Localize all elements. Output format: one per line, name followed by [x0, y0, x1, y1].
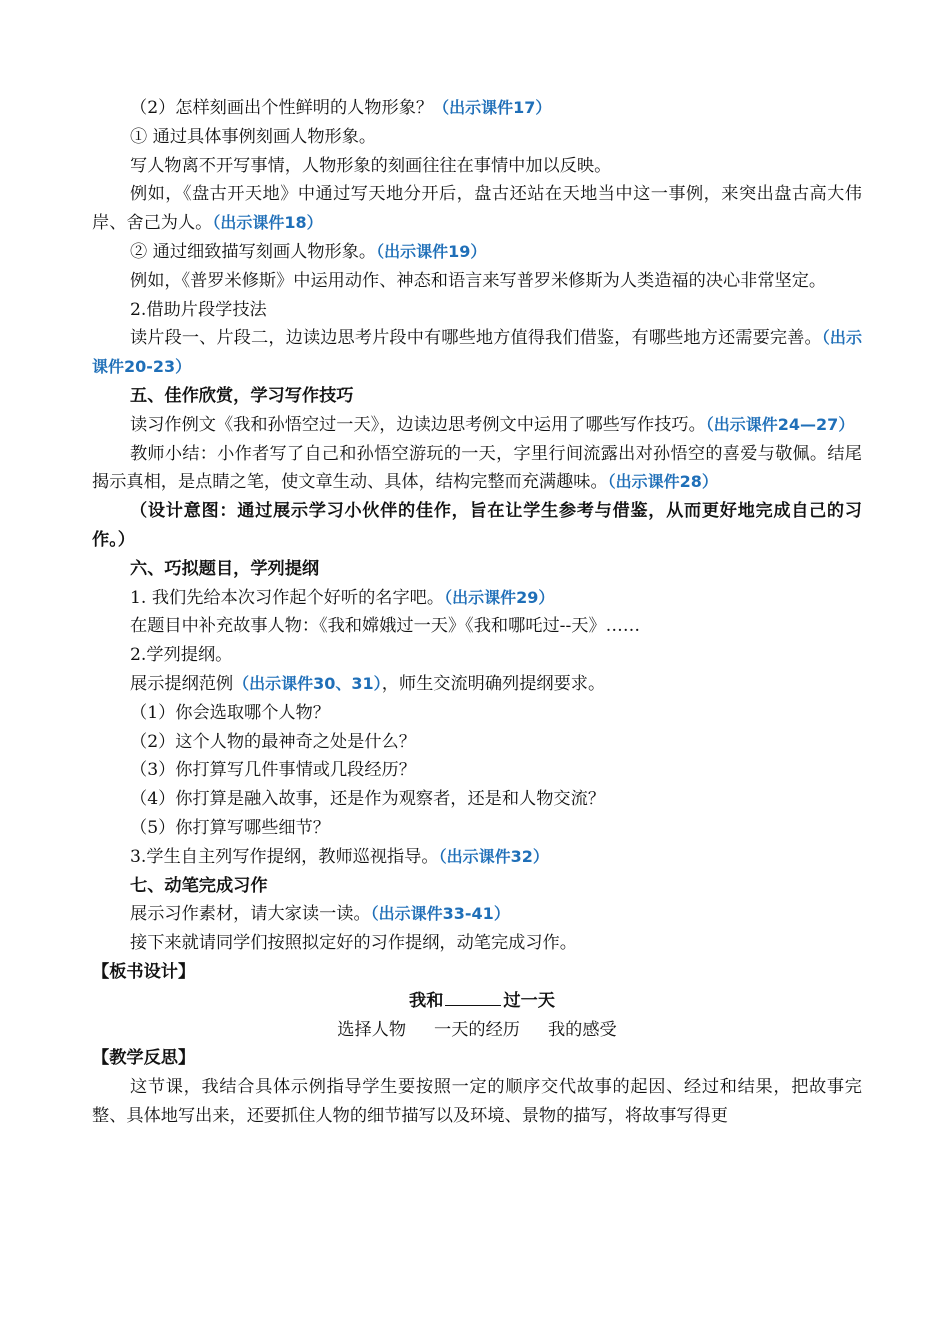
step-1: 1. 我们先给本次习作起个好听的名字吧。（出示课件29） [130, 587, 555, 608]
paragraph: 展示提纲范例（出示课件30、31），师生交流明确列提纲要求。 [130, 673, 606, 694]
board-title: 我和 过一天 [92, 987, 862, 1016]
list-item: （2）这个人物的最神奇之处是什么？ [130, 731, 416, 752]
design-intent: （设计意图：通过展示学习小伙伴的佳作，旨在让学生参考与借鉴，从而更好地完成自己的习作。） [92, 501, 862, 550]
section-heading-7: 七、动笔完成习作 [130, 875, 268, 896]
board-items: 选择人物 一天的经历 我的感受 [337, 1019, 617, 1040]
courseware-ref: （出示课件32） [438, 846, 549, 866]
paragraph: 读习作例文《我和孙悟空过一天》，边读边思考例文中运用了哪些写作技巧。（出示课件24—27） [130, 414, 855, 435]
courseware-ref: （出示课件33-41） [370, 904, 510, 924]
paragraph: 写人物离不开写事情，人物形象的刻画往往在事情中加以反映。 [130, 155, 612, 176]
list-item: （1）你会选取哪个人物？ [130, 702, 330, 723]
courseware-ref: （出示课件19） [376, 241, 487, 261]
question-2: （2）怎样刻画出个性鲜明的人物形象？（出示课件17） [130, 98, 552, 118]
method-1: ① 通过具体事例刻画人物形象。 [130, 126, 377, 147]
paragraph: 在题目中补充故事人物：《我和嫦娥过一天》《我和哪吒过--天》…… [130, 616, 641, 637]
reflection-heading: 【教学反思】 [92, 1048, 196, 1069]
lesson-plan-body [92, 94, 862, 1131]
list-item: （3）你打算写几件事情或几段经历？ [130, 760, 416, 781]
paragraph-example-prometheus: 例如，《普罗米修斯》中运用动作、神态和语言来写普罗米修斯为人类造福的决心非常坚定。 [130, 270, 827, 291]
courseware-ref: （出示课件30、31） [233, 673, 382, 693]
reflection-paragraph: 这节课，我结合具体示例指导学生要按照一定的顺序交代故事的起因、经过和结果，把故事完整、具体地写出来，还要抓住人物的细节描写以及环境、景物的描写，将故事写得更 [92, 1077, 862, 1126]
section-heading-5: 五、佳作欣赏，学习写作技巧 [130, 385, 354, 406]
paragraph: 读片段一、片段二，边读边思考片段中有哪些地方值得我们借鉴，有哪些地方还需要完善。（出示课件20-23） [92, 328, 862, 377]
paragraph-example-pangu: 例如，《盘古开天地》中通过写天地分开后，盘古还站在天地当中这一事例，来突出盘古高大伟岸、舍己为人。（出示课件18） [92, 184, 862, 234]
board-design-heading: 【板书设计】 [92, 961, 196, 982]
fill-in-blank [445, 987, 501, 1006]
courseware-ref: （出示课件24—27） [705, 414, 855, 434]
courseware-ref: （出示课件20-23） [92, 328, 862, 377]
subheading: 2.借助片段学技法 [130, 299, 267, 320]
list-item: （5）你打算写哪些细节？ [130, 817, 330, 838]
method-2: ② 通过细致描写刻画人物形象。（出示课件19） [130, 241, 487, 262]
step-3: 3.学生自主列写作提纲，教师巡视指导。（出示课件32） [130, 846, 549, 867]
section-heading-6: 六、巧拟题目，学列提纲 [130, 558, 320, 579]
step-2: 2.学列提纲。 [130, 645, 233, 666]
courseware-ref: （出示课件18） [212, 213, 323, 233]
list-item: （4）你打算是融入故事，还是作为观察者，还是和人物交流？ [130, 789, 606, 810]
courseware-ref: （出示课件29） [444, 587, 555, 607]
courseware-ref: （出示课件28） [607, 472, 718, 492]
paragraph: 展示习作素材，请大家读一读。（出示课件33-41） [130, 904, 510, 925]
courseware-ref: （出示课件17） [433, 98, 552, 117]
teacher-summary: 教师小结：小作者写了自己和孙悟空游玩的一天，字里行间流露出对孙悟空的喜爱与敬佩。结尾揭示真相，是点睛之笔，使文章生动、具体，结构完整而充满趣味。（出示课件28） [92, 443, 862, 493]
paragraph: 接下来就请同学们按照拟定好的习作提纲，动笔完成习作。 [130, 933, 577, 954]
